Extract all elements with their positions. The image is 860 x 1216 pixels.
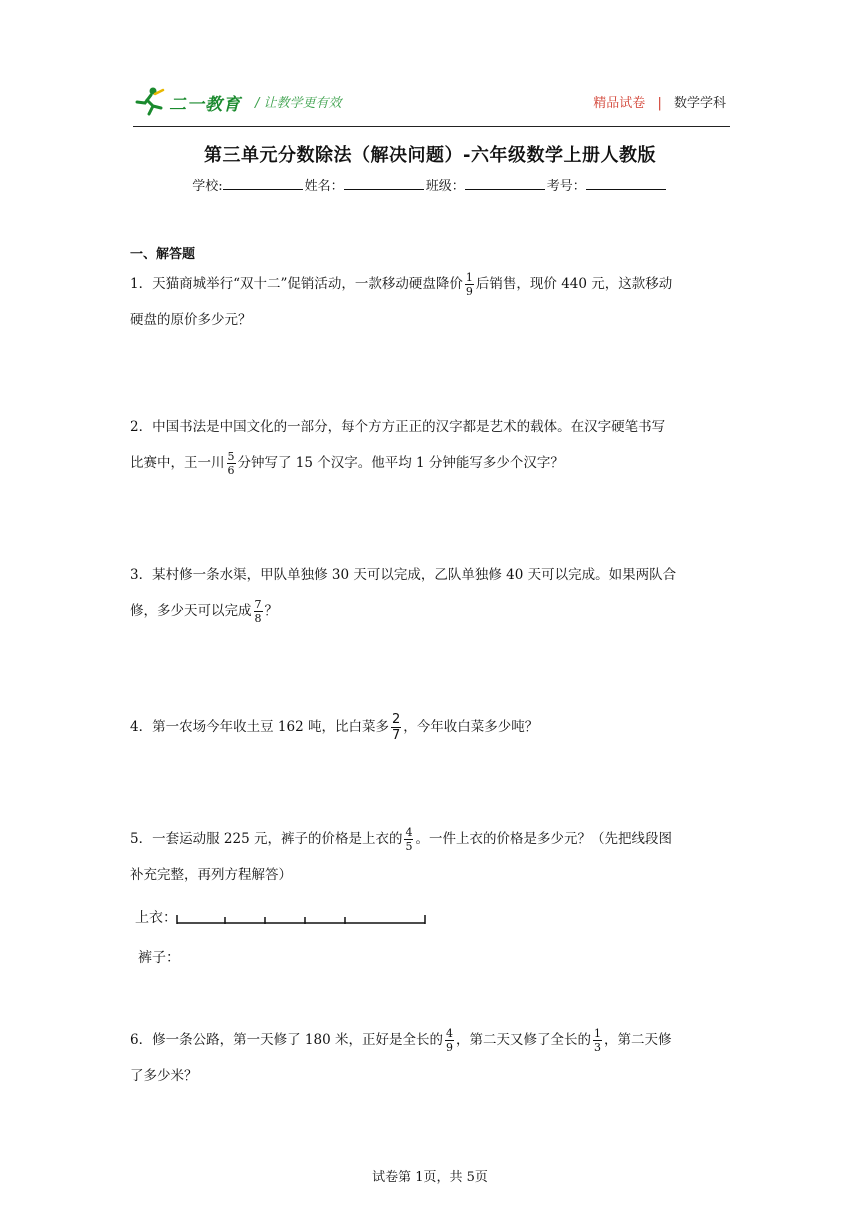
- name-blank[interactable]: [344, 175, 424, 190]
- exam-no-blank[interactable]: [586, 175, 666, 190]
- question-text: ，第二天修: [603, 1032, 672, 1048]
- question-number: 2．: [130, 419, 153, 435]
- question-text: 一套运动服 225 元，裤子的价格是上衣的: [152, 831, 403, 847]
- fraction-numerator: 1: [465, 271, 473, 284]
- page-title: 第三单元分数除法（解决问题）-六年级数学上册人教版: [204, 145, 656, 166]
- jacket-segment-bar[interactable]: [175, 907, 435, 931]
- question-text: 天猫商城举行“双十二”促销活动，一款移动硬盘降价: [152, 276, 463, 292]
- logo-text: 二一教育: [169, 95, 241, 115]
- slogan: / 让教学更有效: [255, 96, 342, 111]
- page-header: [133, 82, 730, 122]
- question-number: 5．: [130, 831, 153, 847]
- fraction-denominator: 8: [254, 612, 262, 625]
- question-text: 第一农场今年收土豆 162 吨，比白菜多: [152, 719, 389, 735]
- fraction: [391, 712, 401, 743]
- question-text: 某村修一条水渠，甲队单独修 30 天可以完成，乙队单独修 40 天可以完成。如果两队合: [152, 567, 677, 583]
- question-text-line-2: 了多少米？: [130, 1068, 198, 1084]
- question-text: 分钟写了 15 个汉字。他平均 1 分钟能写多少个汉字？: [237, 455, 564, 471]
- fraction: [593, 1027, 602, 1054]
- question-number: 1．: [130, 276, 153, 292]
- question-text: 修一条公路，第一天修了 180 米，正好是全长的: [152, 1032, 443, 1048]
- fraction: [465, 271, 474, 298]
- fraction: [227, 450, 236, 477]
- fraction-numerator: 7: [254, 598, 262, 611]
- question-text: ，第二天又修了全长的: [455, 1032, 591, 1048]
- question-text-line-2: 硬盘的原价多少元？: [130, 312, 252, 328]
- section-heading: 一、解答题: [130, 247, 196, 262]
- fraction: [404, 826, 413, 853]
- header-tag: [593, 92, 726, 111]
- fraction-denominator: 6: [227, 464, 235, 477]
- segment-diagram: [135, 905, 435, 975]
- tag-subject: 数学学科: [673, 96, 726, 111]
- student-info-line: [0, 175, 860, 194]
- question-1: [130, 266, 734, 338]
- diagram-label-pants: 裤子：: [138, 950, 180, 966]
- tag-separator: |: [657, 96, 662, 111]
- question-4: [130, 709, 734, 745]
- logo: [133, 86, 253, 116]
- school-blank[interactable]: [223, 175, 303, 190]
- question-text: 后销售，现价 440 元，这款移动: [475, 276, 673, 292]
- name-label: 姓名：: [304, 179, 344, 194]
- question-text: ，今年收白菜多少吨？: [403, 719, 539, 735]
- runner-logo-icon: [133, 86, 169, 116]
- fraction-numerator: 2: [391, 712, 401, 727]
- fraction: [254, 598, 263, 625]
- header-divider: [133, 126, 730, 127]
- class-label: 班级：: [425, 179, 465, 194]
- fraction-denominator: 5: [405, 840, 413, 853]
- school-label: 学校:: [192, 179, 223, 194]
- question-number: 4．: [130, 719, 153, 735]
- question-text: 修，多少天可以完成: [130, 603, 252, 619]
- question-text: 。一件上衣的价格是多少元？（先把线段图: [415, 831, 672, 847]
- question-text: 中国书法是中国文化的一部分，每个方方正正的汉字都是艺术的载体。在汉字硬笔书写: [152, 419, 666, 435]
- question-number: 3．: [130, 567, 153, 583]
- tag-premium: 精品试卷: [593, 96, 646, 111]
- question-5: [130, 821, 734, 893]
- question-3: [130, 557, 734, 629]
- fraction: [445, 1027, 454, 1054]
- fraction-denominator: 9: [445, 1041, 453, 1054]
- fraction-numerator: 1: [593, 1027, 601, 1040]
- diagram-label-jacket: 上衣：: [135, 910, 177, 926]
- question-number: 6．: [130, 1032, 153, 1048]
- question-6: [130, 1022, 734, 1094]
- fraction-denominator: 9: [465, 285, 473, 298]
- fraction-numerator: 4: [405, 826, 413, 839]
- exam-no-label: 考号：: [546, 179, 586, 194]
- fraction-numerator: 5: [227, 450, 235, 463]
- fraction-numerator: 4: [445, 1027, 453, 1040]
- question-text: ？: [264, 603, 278, 619]
- question-text: 比赛中，王一川: [130, 455, 225, 471]
- question-text-line-2: 补充完整，再列方程解答）: [130, 867, 292, 883]
- page-footer: 试卷第 1页，共 5页: [372, 1170, 488, 1185]
- class-blank[interactable]: [465, 175, 545, 190]
- fraction-denominator: 7: [391, 728, 401, 743]
- question-2: [130, 409, 734, 481]
- fraction-denominator: 3: [593, 1041, 601, 1054]
